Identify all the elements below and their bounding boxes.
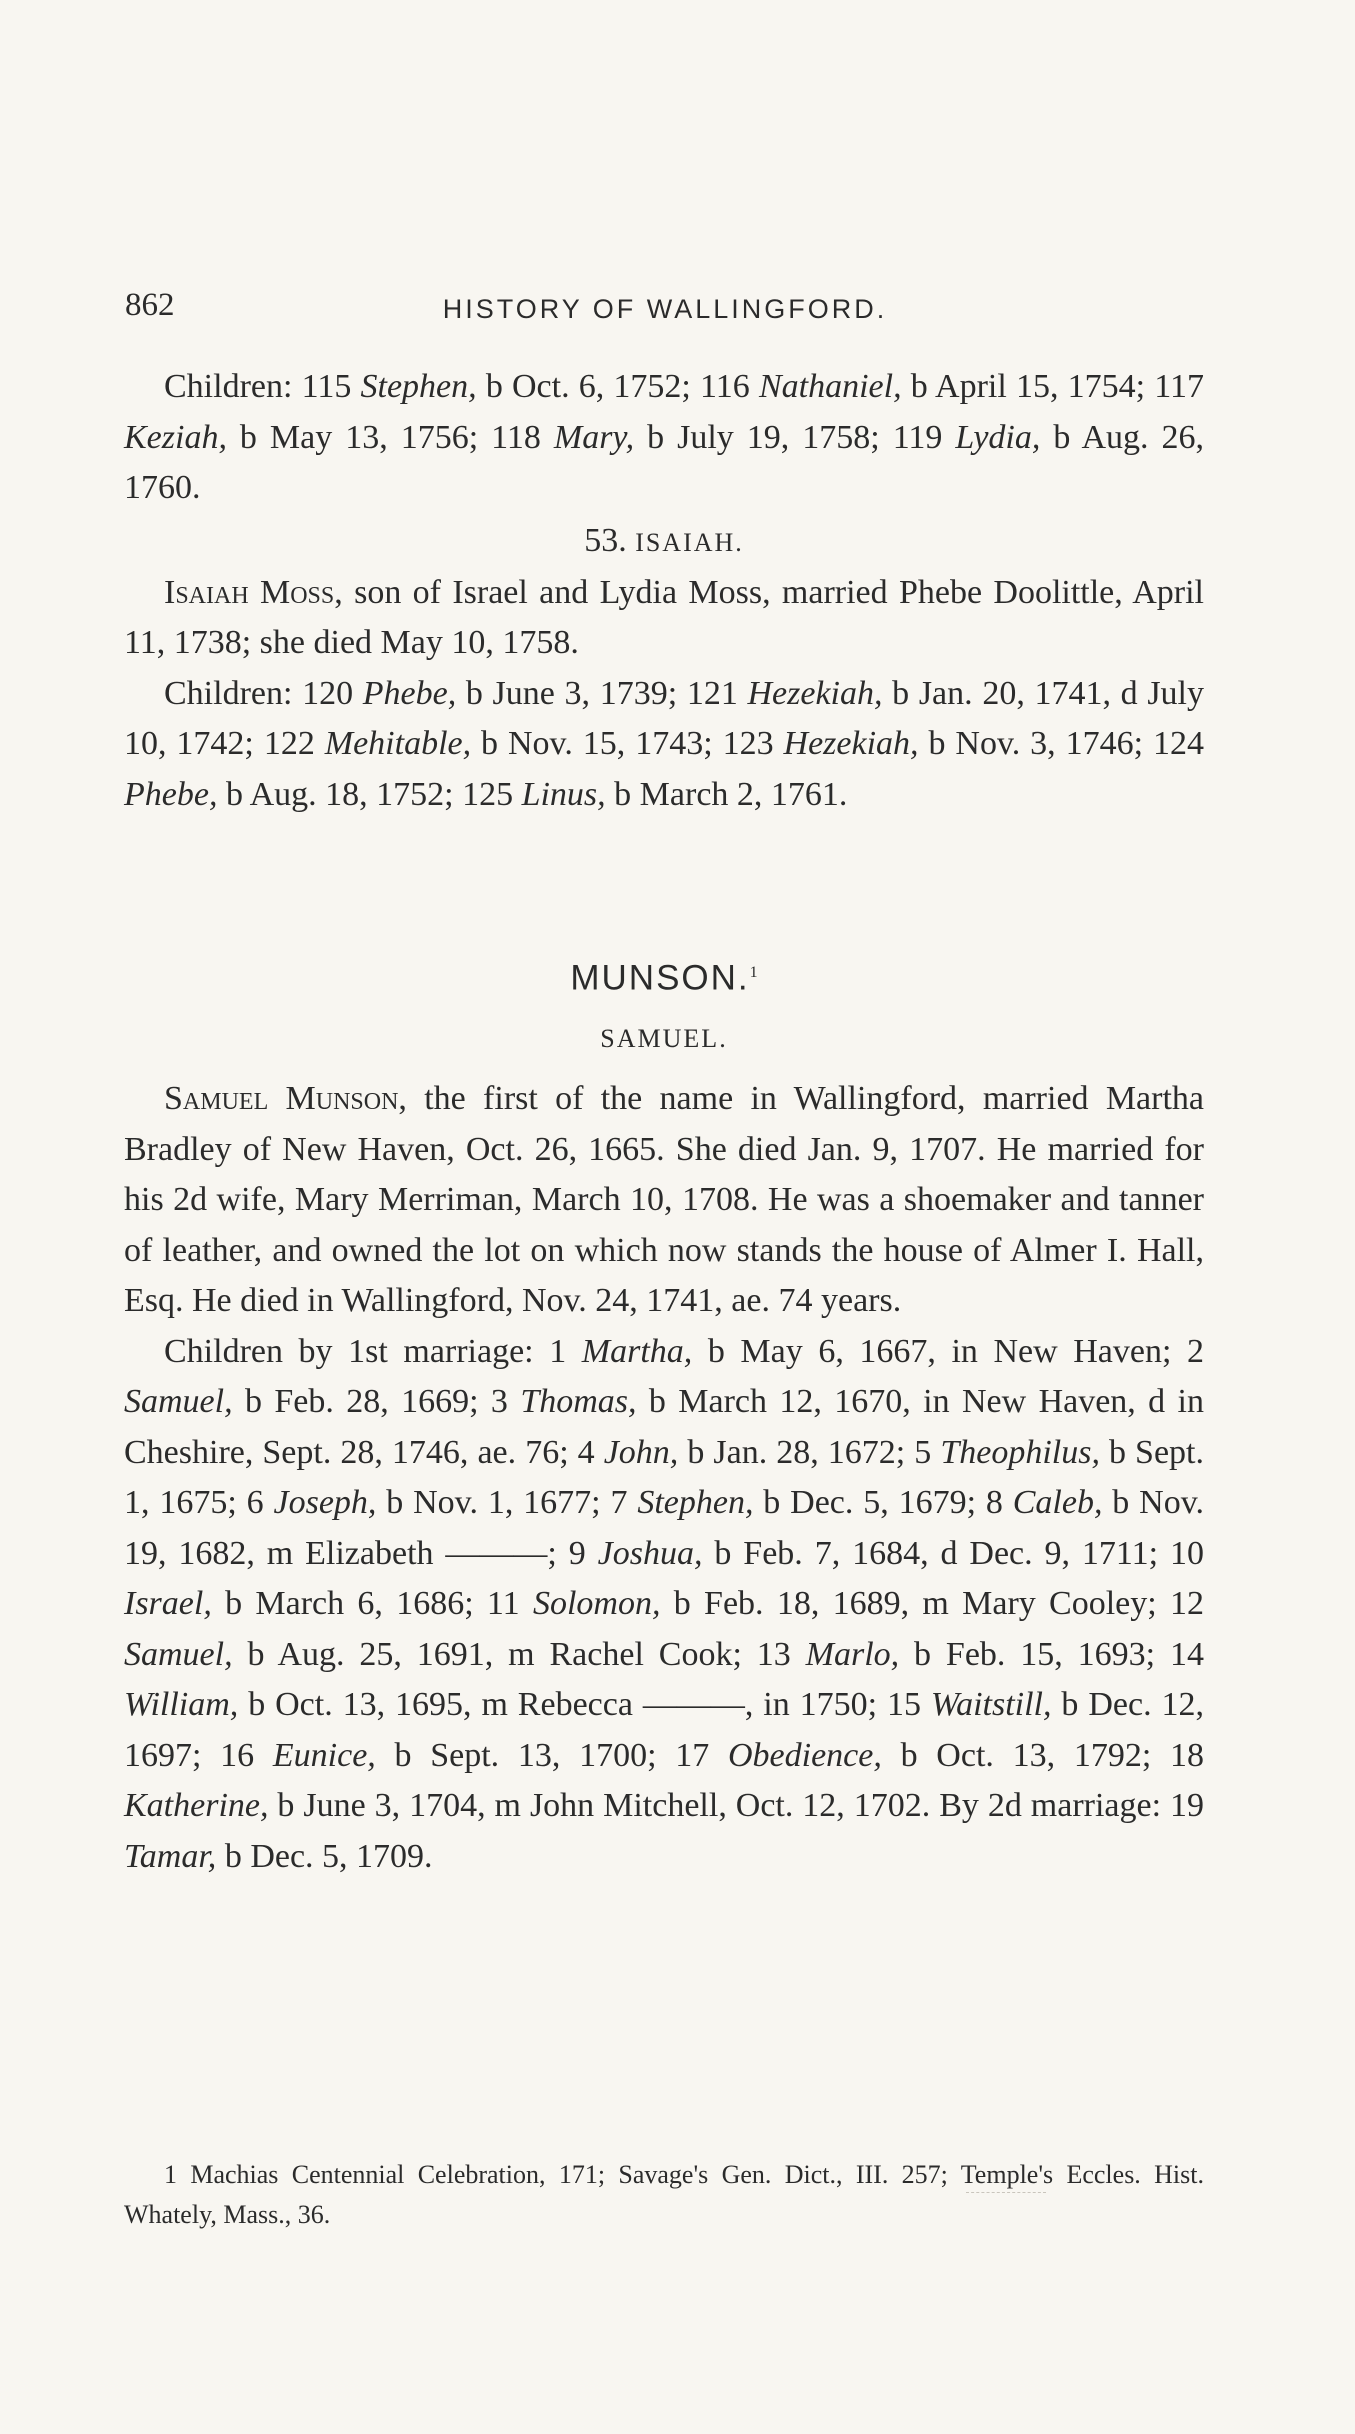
text-run: b Sept. 13, 1700; 17 xyxy=(375,1736,728,1774)
text-run: b March 12, 1670, in New Haven, d in Cheshire, Sept. 28, 1746, ae. 76; 4 xyxy=(124,1383,1205,1471)
text-run: b Aug. 25, 1691, m Rachel Cook; 13 xyxy=(232,1635,806,1673)
person-name: Isaiah Moss, xyxy=(164,573,343,611)
heading-53-number: 53. xyxy=(584,521,627,559)
child-name: Israel, xyxy=(124,1585,212,1623)
text-run: b Feb. 28, 1669; 3 xyxy=(232,1383,521,1421)
text-run: b Feb. 7, 1684, d Dec. 9, 1711; 10 xyxy=(702,1534,1205,1572)
child-name: Samuel, xyxy=(124,1383,233,1421)
child-name: Phebe, xyxy=(124,775,218,813)
child-name: Caleb, xyxy=(1012,1484,1103,1522)
person-name: Samuel Munson, xyxy=(164,1080,407,1118)
child-name: Mehitable, xyxy=(324,725,472,762)
text-run: b May 6, 1667, in New Haven; 2 xyxy=(692,1332,1204,1370)
child-name: Joshua, xyxy=(597,1534,703,1572)
text-run: b Jan. 28, 1672; 5 xyxy=(678,1433,941,1471)
text-run: b July 19, 1758; 119 xyxy=(634,418,956,456)
text-run: b Aug. 18, 1752; 125 xyxy=(217,775,522,813)
child-name: Hezekiah, xyxy=(747,674,883,712)
isaiah-moss-children xyxy=(124,669,1204,821)
child-name: Lydia, xyxy=(955,418,1041,456)
child-name: Tamar, xyxy=(124,1837,217,1875)
moss-children-52 xyxy=(124,362,1204,514)
footnote-marker: 1 xyxy=(749,964,758,981)
child-name: Nathaniel, xyxy=(758,368,902,405)
child-name: Linus, xyxy=(521,775,606,813)
child-name: Phebe, xyxy=(362,674,457,712)
child-name: Solomon, xyxy=(532,1585,661,1623)
family-title xyxy=(124,948,1204,1004)
text-run: b Oct. 6, 1752; 116 xyxy=(476,368,759,405)
samuel-munson-children xyxy=(124,1327,1204,1883)
text-run: b June 3, 1704, m John Mitchell, Oct. 12, 1702. By 2d marriage: 19 xyxy=(268,1787,1204,1825)
isaiah-moss-intro xyxy=(124,568,1204,669)
text-run: Children by 1st marriage: 1 xyxy=(164,1332,582,1370)
text-run: Children: 120 xyxy=(164,674,363,712)
child-name: Obedience, xyxy=(728,1736,882,1774)
samuel-munson-intro xyxy=(124,1074,1204,1327)
text-run: son of Israel and Lydia Moss, married Phebe Doolittle, April 11, 1738; she died May 10, 1758. xyxy=(124,573,1204,661)
text-run: b Oct. 13, 1695, m Rebecca ———, in 1750; 15 xyxy=(238,1686,931,1724)
child-name: John, xyxy=(603,1433,679,1471)
text-run: b March 6, 1686; 11 xyxy=(211,1585,533,1623)
text-run: b May 13, 1756; 118 xyxy=(226,418,554,456)
footnote-text: 1 Machias Centennial Celebration, 171; Savage's Gen. Dict., III. 257; Temple's Eccles. Hist. Whately, Mass., 36. xyxy=(124,2160,1204,2229)
family-title-text: MUNSON. xyxy=(570,958,750,998)
child-name: Stephen, xyxy=(637,1484,754,1522)
text-run: b Aug. 26, 1760. xyxy=(124,418,1204,506)
text-run: b Sept. 1, 1675; 6 xyxy=(124,1433,1204,1522)
child-name: Katherine, xyxy=(124,1787,269,1825)
text-run: b Oct. 13, 1792; 18 xyxy=(881,1736,1204,1774)
child-name: Samuel, xyxy=(124,1635,233,1673)
text-run: b March 2, 1761. xyxy=(605,775,848,813)
child-name: Joseph, xyxy=(273,1484,377,1522)
child-name: Eunice, xyxy=(272,1736,376,1774)
child-name: William, xyxy=(124,1686,239,1724)
child-name: Marlo, xyxy=(805,1635,900,1673)
munson-section xyxy=(124,948,1204,1882)
text-run: b June 3, 1739; 121 xyxy=(456,674,748,712)
child-name: Martha, xyxy=(581,1332,693,1370)
footnote xyxy=(124,2155,1204,2235)
text-run: b Dec. 5, 1709. xyxy=(216,1837,433,1875)
child-name: Keziah, xyxy=(124,418,227,456)
heading-53-name: ISAIAH. xyxy=(635,527,744,557)
child-name: Mary, xyxy=(553,418,635,456)
text-run: b Nov. 1, 1677; 7 xyxy=(376,1484,638,1522)
child-name: Thomas, xyxy=(520,1383,637,1421)
text-run: b Nov. 19, 1682, m Elizabeth ———; 9 xyxy=(124,1484,1204,1572)
text-run: b Dec. 5, 1679; 8 xyxy=(753,1484,1013,1522)
text-run: b Feb. 18, 1689, m Mary Cooley; 12 xyxy=(660,1585,1204,1623)
text-run: Children: 115 xyxy=(164,368,361,405)
child-name: Hezekiah, xyxy=(783,725,919,762)
page-number: 862 xyxy=(125,287,175,323)
text-run: b Feb. 15, 1693; 14 xyxy=(899,1635,1204,1673)
child-name: Theophilus, xyxy=(940,1433,1100,1471)
body-text-top xyxy=(124,362,1204,820)
samuel-heading xyxy=(124,1012,1204,1064)
child-name: Waitstill, xyxy=(930,1686,1052,1724)
text-run: b Nov. 15, 1743; 123 xyxy=(471,725,784,762)
text-run: b April 15, 1754; 117 xyxy=(901,368,1205,405)
text-run: b Jan. 20, 1741, d July 10, 1742; 122 xyxy=(124,674,1204,762)
text-run: b Nov. 3, 1746; 124 xyxy=(918,725,1204,762)
running-title: HISTORY OF WALLINGFORD. xyxy=(442,294,888,324)
text-run: b Dec. 12, 1697; 16 xyxy=(124,1686,1204,1774)
heading-53 xyxy=(124,516,1204,568)
page-mark xyxy=(966,2192,1046,2193)
child-name: Stephen, xyxy=(360,368,477,405)
text-run: the first of the name in Wallingford, married Martha Bradley of New Haven, Oct. 26, 1665. She died Jan. 9, 1707. He married for his 2d wife, Mary Merriman, March 10, 1708. He was a shoemaker and tanner of leather, and owned the lot on which now stands the house of Almer I. Hall, Esq. He died in Wallingford, Nov. 24, 1741, ae. 74 years. xyxy=(124,1080,1205,1320)
samuel-heading-text: SAMUEL. xyxy=(600,1024,728,1054)
